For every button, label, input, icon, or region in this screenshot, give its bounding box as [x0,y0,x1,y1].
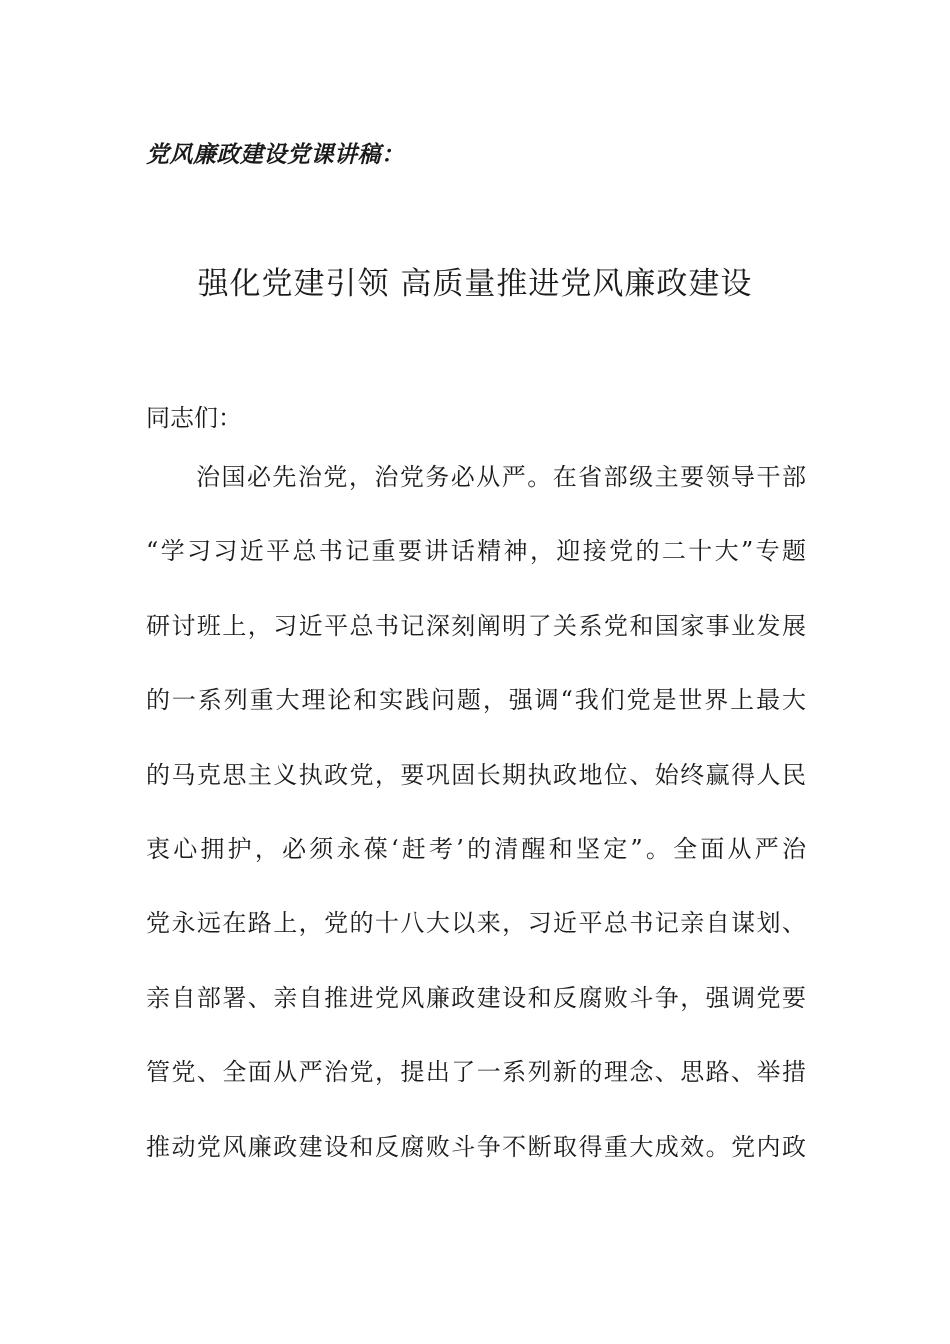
document-title: 强化党建引领 高质量推进党风廉政建设 [197,266,753,302]
salutation: 同志们： [146,404,242,432]
body-paragraph [146,456,806,1200]
document-subtitle: 党风廉政建设党课讲稿： [146,141,405,168]
body-line-10: 推动党风廉政建设和反腐败斗争不断取得重大成效。党内政 [146,1132,806,1161]
body-line-1: 治国必先治党，治党务必从严。在省部级主要领导干部 [196,463,806,491]
body-line-6: 衷心拥护，必须永葆‘赶考’的清醒和坚定”。全面从严治 [146,834,806,863]
body-line-4: 的一系列重大理论和实践问题，强调“我们党是世界上最大 [146,686,806,715]
body-line-3: 研讨班上，习近平总书记深刻阐明了关系党和国家事业发展 [146,611,806,640]
body-line-2: “学习习近平总书记重要讲话精神，迎接党的二十大”专题 [146,537,806,566]
body-line-8: 亲自部署、亲自推进党风廉政建设和反腐败斗争，强调党要 [146,983,806,1012]
body-line-7: 党永远在路上，党的十八大以来，习近平总书记亲自谋划、 [146,909,806,938]
body-line-5: 的马克思主义执政党，要巩固长期执政地位、始终赢得人民 [146,760,806,789]
body-line-9: 管党、全面从严治党，提出了一系列新的理念、思路、举措 [146,1058,806,1087]
